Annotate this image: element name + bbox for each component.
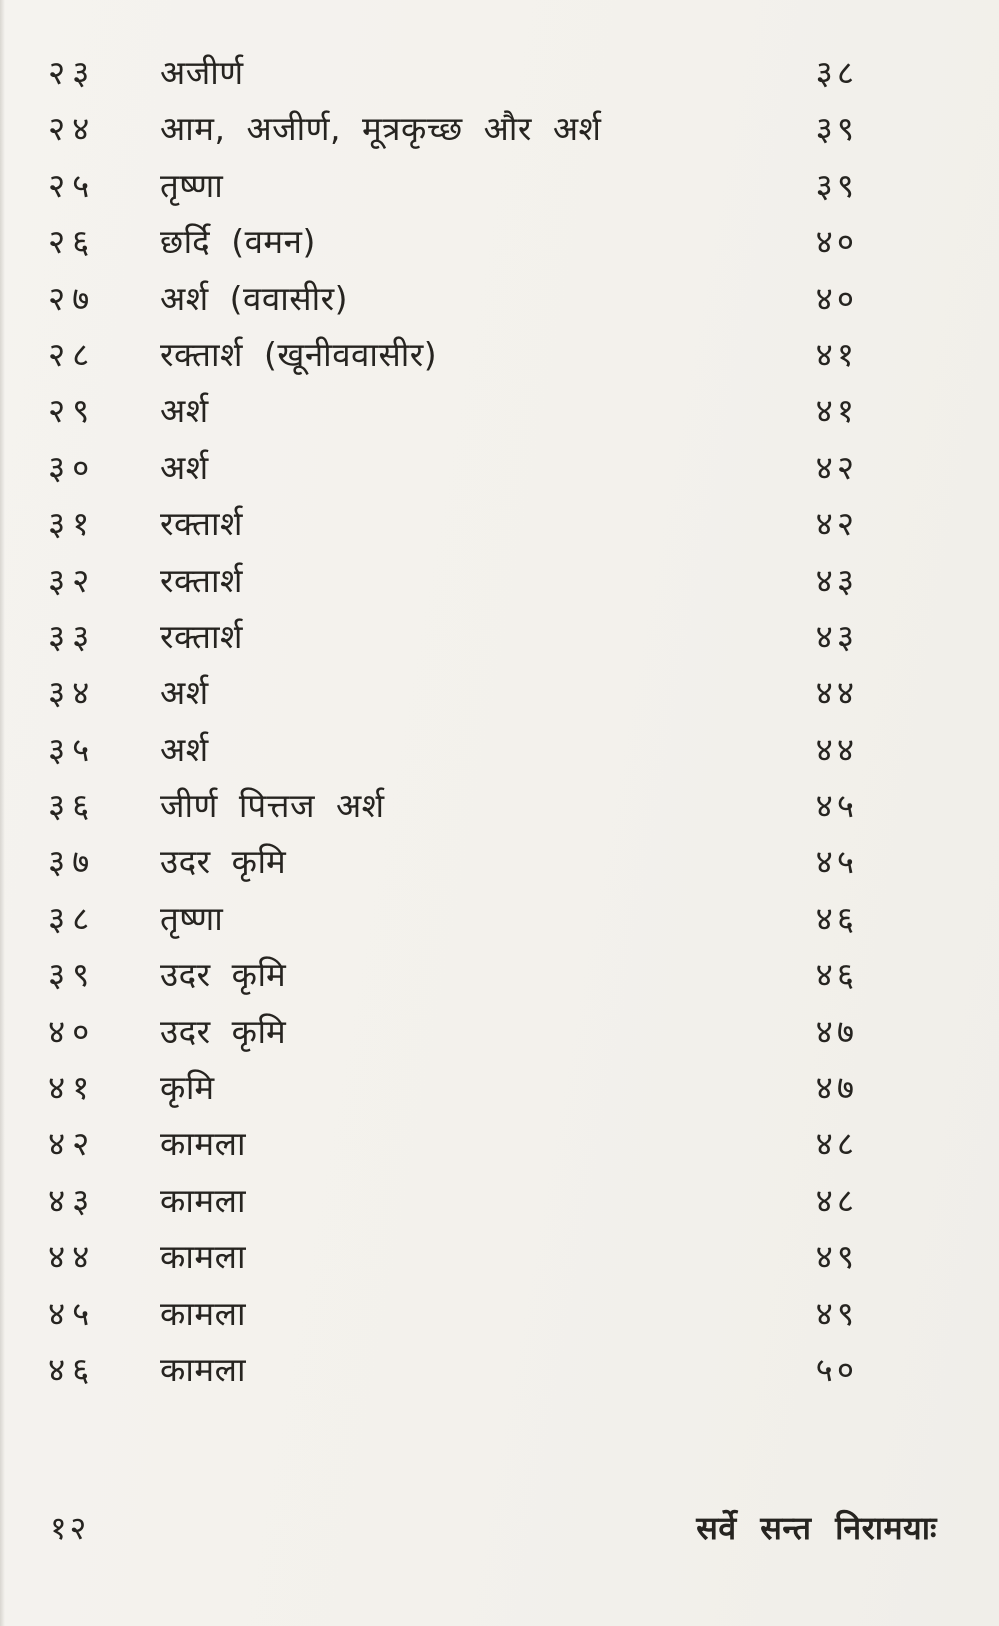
toc-row-page: ४३ [815, 560, 858, 600]
toc-row-title: तृष्णा [160, 165, 224, 205]
footer-folio-number: १२ [50, 1509, 90, 1547]
toc-row [0, 1229, 999, 1285]
toc-row-title: कामला [160, 1293, 247, 1333]
toc-row-title: अर्श [160, 729, 209, 769]
toc-row-serial: ४३ [48, 1180, 97, 1220]
toc-row [0, 214, 999, 270]
toc-row-serial: २७ [48, 278, 97, 318]
toc-row [0, 1116, 999, 1172]
toc-row-serial: ३७ [48, 842, 97, 882]
toc-row-page: ३८ [815, 53, 858, 92]
toc-row-serial: ३० [48, 447, 97, 487]
toc-row [0, 778, 999, 834]
toc-row [0, 665, 999, 721]
toc-row-page: ४२ [815, 504, 858, 544]
toc-row-title: छर्दि (वमन) [160, 222, 316, 262]
toc-row-title: उदर कृमि [160, 842, 287, 882]
toc-row-title: अर्श [160, 391, 209, 431]
toc-row-page: ४० [815, 278, 858, 318]
toc-row-title: अर्श [160, 447, 209, 487]
toc-row-title: अर्श (ववासीर) [160, 278, 348, 318]
toc-row [0, 891, 999, 947]
toc-row-page: ४८ [815, 1124, 858, 1164]
toc-row [0, 158, 999, 214]
toc-row-title: उदर कृमि [160, 955, 287, 995]
toc-row [0, 1173, 999, 1229]
toc-row-title: रक्तार्श [160, 504, 243, 544]
toc-row [0, 271, 999, 327]
toc-row-serial: ४२ [48, 1124, 97, 1164]
toc-row [0, 834, 999, 890]
toc-row-page: ४९ [815, 1237, 858, 1277]
toc-row-serial: ३५ [48, 729, 97, 769]
toc-row [0, 1060, 999, 1116]
toc-row-title: रक्तार्श (खूनीववासीर) [160, 334, 438, 374]
toc-row-serial: २८ [48, 334, 97, 374]
toc-row-page: ३९ [815, 165, 858, 205]
toc-row-page: ४० [815, 222, 858, 262]
toc-row [0, 1004, 999, 1060]
toc-row-page: ४९ [815, 1293, 858, 1333]
toc-row-title: अर्श [160, 673, 209, 713]
footer-motto: सर्वे सन्त निरामयाः [696, 1509, 937, 1547]
toc-row-serial: ३६ [48, 786, 97, 826]
toc-row [0, 1342, 999, 1398]
toc-row-serial: ३४ [48, 673, 97, 713]
toc-row-serial: २५ [48, 165, 97, 205]
toc-row-serial: २३ [48, 53, 97, 92]
toc-row [0, 440, 999, 496]
toc-row-serial: ४५ [48, 1293, 97, 1333]
toc-list [0, 45, 999, 1398]
toc-row-serial: ३९ [48, 955, 97, 995]
toc-row-page: ३९ [815, 109, 858, 149]
toc-row-title: कामला [160, 1124, 247, 1164]
toc-row [0, 383, 999, 439]
toc-row-page: ४४ [815, 673, 858, 713]
toc-row-serial: ३१ [48, 504, 97, 544]
toc-row-page: ४३ [815, 616, 858, 656]
toc-row-serial: ४० [48, 1011, 97, 1051]
toc-row-page: ४५ [815, 842, 858, 882]
toc-row-serial: ४६ [48, 1349, 97, 1389]
toc-row-page: ४१ [815, 391, 858, 431]
toc-row [0, 1286, 999, 1342]
toc-row-serial: ४४ [48, 1237, 97, 1277]
toc-row-serial: २४ [48, 109, 97, 149]
toc-row-page: ४१ [815, 334, 858, 374]
toc-row-serial: २६ [48, 222, 97, 262]
toc-row-title: रक्तार्श [160, 560, 243, 600]
toc-row [0, 553, 999, 609]
toc-row-title: कामला [160, 1237, 247, 1277]
toc-row-page: ४६ [815, 955, 858, 995]
toc-row-title: रक्तार्श [160, 616, 243, 656]
toc-row-serial: ३८ [48, 898, 97, 938]
toc-row-title: तृष्णा [160, 898, 224, 938]
toc-row-page: ४६ [815, 898, 858, 938]
toc-row-page: ५० [815, 1349, 858, 1389]
toc-row [0, 609, 999, 665]
toc-row-title: कृमि [160, 1068, 215, 1108]
toc-row [0, 327, 999, 383]
toc-row-page: ४४ [815, 729, 858, 769]
toc-row-title: आम, अजीर्ण, मूत्रकृच्छ और अर्श [160, 109, 602, 149]
toc-row-title: उदर कृमि [160, 1011, 287, 1051]
toc-row-page: ४५ [815, 786, 858, 826]
toc-row-serial: ४१ [48, 1068, 97, 1108]
toc-row-title: अजीर्ण [160, 53, 244, 92]
toc-row-page: ४७ [815, 1068, 858, 1108]
toc-row [0, 45, 999, 101]
toc-row-serial: ३३ [48, 616, 97, 656]
toc-row [0, 101, 999, 157]
toc-row-title: कामला [160, 1349, 247, 1389]
toc-row-serial: ३२ [48, 560, 97, 600]
toc-row-title: जीर्ण पित्तज अर्श [160, 786, 385, 826]
page-footer [0, 1498, 999, 1558]
toc-row-title: कामला [160, 1180, 247, 1220]
toc-row-page: ४२ [815, 447, 858, 487]
toc-row [0, 496, 999, 552]
toc-row-page: ४७ [815, 1011, 858, 1051]
toc-row-page: ४८ [815, 1180, 858, 1220]
toc-row-serial: २९ [48, 391, 97, 431]
toc-row [0, 947, 999, 1003]
toc-row [0, 722, 999, 778]
